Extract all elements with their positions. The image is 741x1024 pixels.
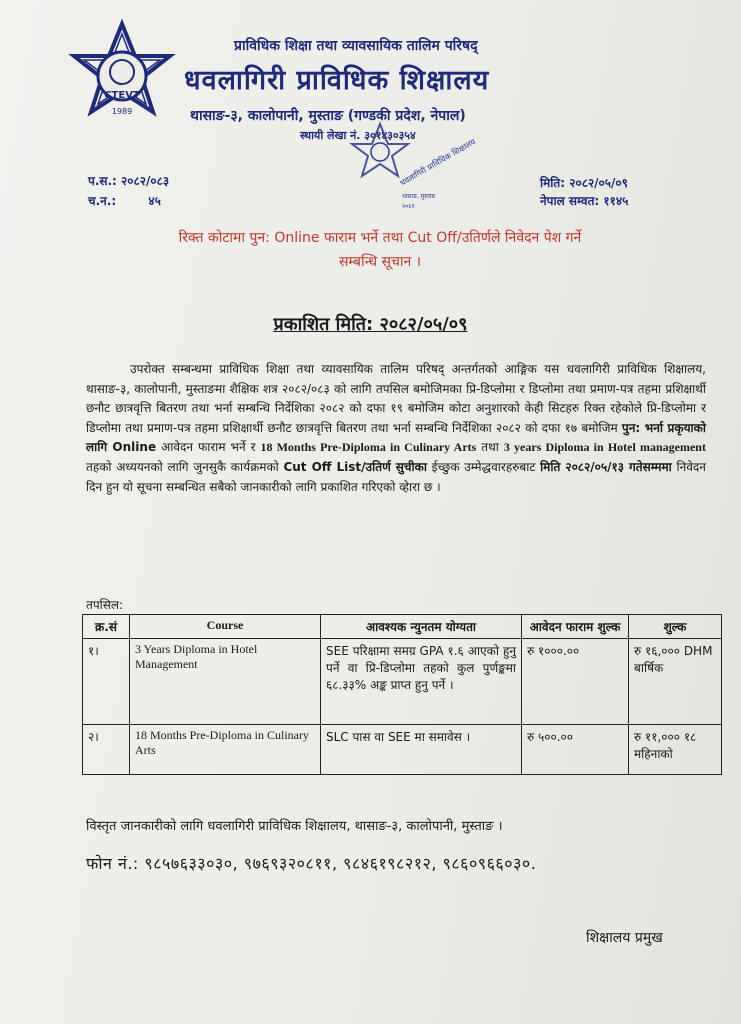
school-name: धवलागिरी प्राविधिक शिक्षालय: [184, 65, 490, 96]
course-table: [82, 614, 722, 775]
row-sn: १।: [83, 639, 130, 725]
header-course: Course: [130, 615, 321, 639]
logo-text: CTEVT: [104, 90, 140, 101]
signature-title: शिक्षालय प्रमुख: [586, 930, 663, 946]
body-bold-5: मिति २०८२/०५/१३ गतेसम्ममा: [540, 459, 672, 474]
row-requirement: SLC पास वा SEE मा समावेस ।: [321, 725, 522, 775]
ref-ps: [88, 172, 169, 189]
body-part-2: आवेदन फाराम भर्ने र: [161, 440, 256, 455]
ref-date: [540, 174, 628, 191]
table-label: तपसिल:: [86, 598, 124, 612]
header-requirement: आवश्यक न्युनतम योग्यता: [321, 615, 522, 639]
ref-ps-label: प.स.:: [88, 174, 117, 188]
account-number: स्थायी लेखा नं. ३०१४३०३५४: [300, 129, 416, 142]
ref-cn: [88, 192, 161, 209]
published-date: [0, 312, 741, 336]
body-bold-1: पुन: भर्ना प्रकृयाको लागि Online: [86, 420, 706, 455]
header-application-fee: आवेदन फाराम शुल्क: [522, 615, 629, 639]
ref-nepal-label: नेपाल सम्वत:: [540, 194, 600, 208]
ref-ps-value: २०८२/०८३: [121, 174, 170, 188]
stamp-sub: थासाङ, मुस्ताङ: [402, 193, 436, 200]
table-row: [83, 725, 722, 775]
row-course: 18 Months Pre-Diploma in Culinary Arts: [130, 725, 321, 775]
notice-title-line2: सम्बन्धि सूचान ।: [338, 254, 422, 270]
council-name: प्राविधिक शिक्षा तथा व्यावसायिक तालिम परिषद्: [234, 38, 478, 54]
ctevt-logo: [66, 20, 178, 132]
ref-nepal-value: ११४५: [603, 194, 629, 208]
ref-cn-value: ४५: [148, 194, 161, 208]
stamp-year: २०६१: [402, 203, 415, 210]
ref-date-label: मिति:: [540, 176, 566, 190]
ref-date-value: २०८२/०५/०९: [569, 176, 628, 190]
row-requirement: SEE परिक्षामा समग्र GPA १.६ आएको हुनु पर्ने वा प्रि-डिप्लोमा तहको कुल पुर्णङ्कमा ६८.३३% अङ्क प्राप्त हुनु पर्ने ।: [321, 639, 522, 725]
body-bold-4: Cut Off List/उतिर्ण सुचीका: [283, 459, 427, 474]
stamp-text: धवलागिरी प्राविधिक शिक्षालय: [398, 137, 478, 188]
body-part-3: तथा: [481, 440, 499, 455]
school-address: थासाङ-३, कालोपानी, मुस्ताङ (गण्डकी प्रदेश, नेपाल): [190, 108, 466, 124]
table-header-row: [83, 615, 722, 639]
ref-cn-label: च.न.:: [88, 194, 117, 208]
logo-year: 1989: [111, 107, 133, 116]
row-course: 3 Years Diploma in Hotel Management: [130, 639, 321, 725]
table-row: [83, 639, 722, 725]
phone-numbers: फोन नं.: ९८५७६३३०३०, ९७६९३२०८११, ९८४६१९८२१२, ९८६०९६६०३०.: [86, 854, 537, 873]
notice-title-line1: रिक्त कोटामा पुन: Online फाराम भर्ने तथा Cut Off/उतिर्णले निवेदन पेश गर्ने: [178, 230, 582, 246]
school-stamp: [344, 120, 478, 212]
ref-nepal-sambat: [540, 192, 628, 209]
row-fee: रु १६,००० DHM बार्षिक: [629, 639, 722, 725]
row-application-fee: रु १०००.००: [522, 639, 629, 725]
body-part-1: उपरोक्त सम्बन्धमा प्राविधिक शिक्षा तथा व्यावसायिक तालिम परिषद् अन्तर्गतको आङ्गिक यस धवलागिरी प्राविधिक शिक्षालय, थासाङ-३, कालोपानी, मुस्ताङमा शैक्षिक शत्र २०८२/०८३ को लागि तपसिल बमोजिमका प्रि-डिप्लोमा र डिप्लोमा तथा प्रमाण-पत्र तहमा प्रशिक्षार्थी छनौट छात्रवृत्ति बितरण तथा भर्ना सम्बन्धि निर्देशिका २०८२ को दफा १९ बमोजिम कोटा अनुशारको केही सिटहरु रिक्त रहेकोले प्रि-डिप्लोमा र डिप्लोमा तथा प्रमाण-पत्र तहमा प्रशिक्षार्थी छनौट छात्रवृत्ति बितरण तथा भर्ना सम्बन्धि निर्देशिका २०८२ को दफा १७ बमोजिम: [86, 362, 706, 435]
notice-body: [86, 360, 706, 497]
row-application-fee: रु ५००.००: [522, 725, 629, 775]
footer-info: विस्तृत जानकारीको लागि धवलागिरी प्राविधिक शिक्षालय, थासाङ-३, कालोपानी, मुस्ताङ ।: [86, 819, 503, 834]
body-part-6: निवेदन दिन हुन यो सूचना सम्बन्धित सबैको जानकारीको लागि प्रकाशित गरिएको व्हेारा छ ।: [86, 459, 706, 494]
body-bold-3: 3 years Diploma in Hotel management: [503, 440, 706, 455]
header-fee: शुल्क: [629, 615, 722, 639]
row-fee: रु ११,००० १८ महिनाको: [629, 725, 722, 775]
published-date-text: प्रकाशित मिति: २०८२/०५/०९: [273, 314, 468, 335]
row-sn: २।: [83, 725, 130, 775]
body-bold-2: 18 Months Pre-Diploma in Culinary Arts: [260, 440, 477, 455]
body-part-5: ईच्छुक उम्मेद्धवारहरुबाट: [431, 459, 536, 474]
notice-title: [60, 226, 700, 274]
header-sn: क्र.सं: [83, 615, 130, 639]
body-part-4: तहको अध्ययनको लागि जुनसुकै कार्यक्रमको: [86, 459, 279, 474]
